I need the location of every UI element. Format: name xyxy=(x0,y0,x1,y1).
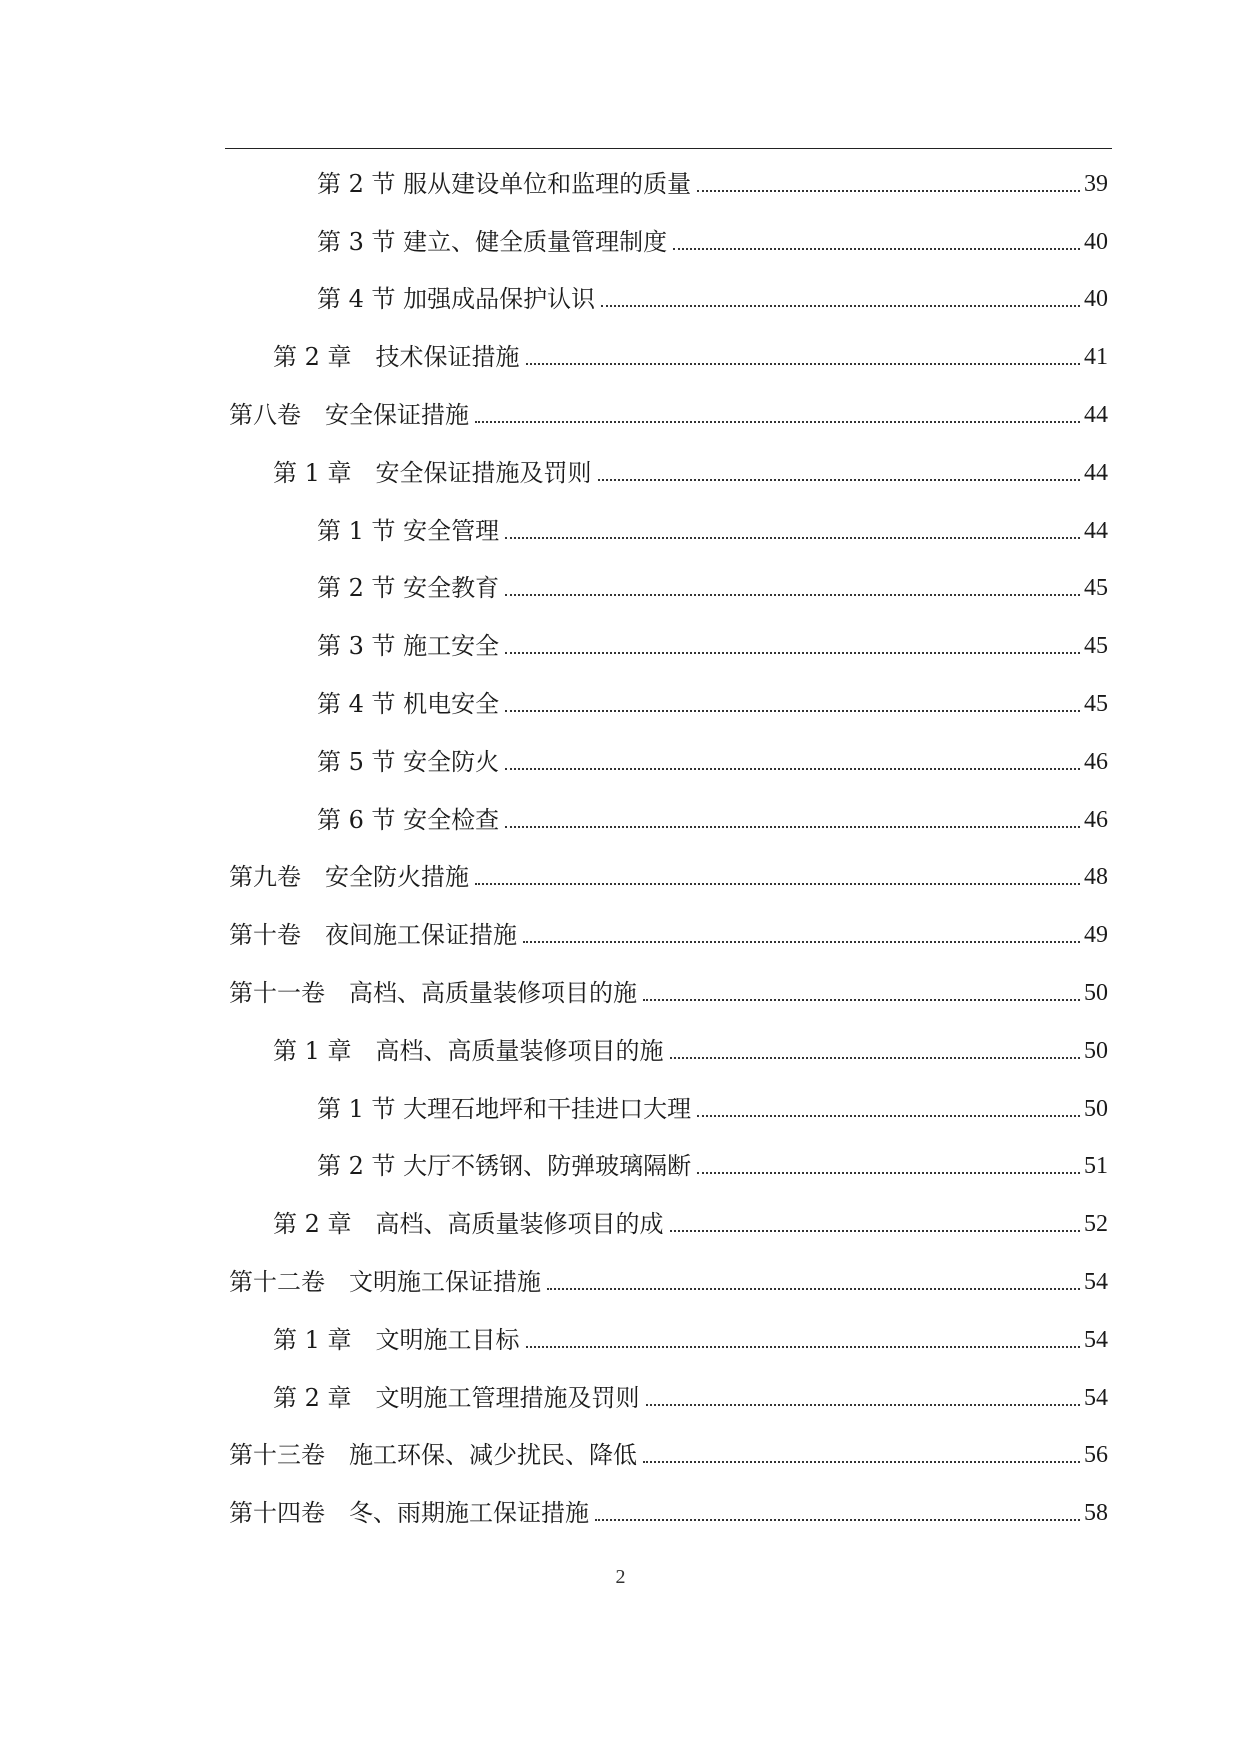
toc-entry-title: 第 2 节 大厅不锈钢、防弹玻璃隔断 xyxy=(317,1152,692,1181)
toc-entry[interactable] xyxy=(225,672,1112,730)
toc-entry[interactable] xyxy=(225,268,1112,326)
toc-entry[interactable] xyxy=(225,961,1112,1019)
toc-entry-title: 第 3 节 施工安全 xyxy=(317,632,500,661)
dot-leader xyxy=(505,826,1080,828)
toc-entry-page: 48 xyxy=(1084,864,1108,891)
toc-entry-title: 第八卷 安全保证措施 xyxy=(229,400,469,429)
toc-entry[interactable] xyxy=(225,383,1112,441)
toc-entry-title: 第 1 章 安全保证措施及罚则 xyxy=(273,458,592,487)
dot-leader xyxy=(670,1057,1080,1059)
toc-entry-title: 第九卷 安全防火措施 xyxy=(229,863,469,892)
toc-entry-page: 39 xyxy=(1084,170,1108,197)
dot-leader xyxy=(475,421,1080,423)
dot-leader xyxy=(505,652,1080,654)
toc-entry[interactable] xyxy=(225,325,1112,383)
toc-entry-page: 51 xyxy=(1084,1153,1108,1180)
dot-leader xyxy=(505,537,1080,539)
toc-entry-page: 45 xyxy=(1084,633,1108,660)
toc-entry[interactable] xyxy=(225,1250,1112,1308)
toc-entry-page: 50 xyxy=(1084,1095,1108,1122)
toc-entry[interactable] xyxy=(225,152,1112,210)
toc-entry-page: 44 xyxy=(1084,401,1108,428)
toc-entry-title: 第 2 节 安全教育 xyxy=(317,574,500,603)
toc-entry[interactable] xyxy=(225,903,1112,961)
page-number: 2 xyxy=(615,1566,626,1588)
dot-leader xyxy=(670,1230,1080,1232)
dot-leader xyxy=(526,363,1080,365)
toc-entry-title: 第 2 章 高档、高质量装修项目的成 xyxy=(273,1210,664,1239)
header-rule xyxy=(225,148,1112,149)
dot-leader xyxy=(697,1115,1080,1117)
toc-entry-page: 44 xyxy=(1084,459,1108,486)
dot-leader xyxy=(598,479,1080,481)
dot-leader xyxy=(523,941,1080,943)
dot-leader xyxy=(697,1172,1080,1174)
toc-entry-page: 45 xyxy=(1084,690,1108,717)
toc-entry-page: 50 xyxy=(1084,979,1108,1006)
toc-entry-title: 第 6 节 安全检查 xyxy=(317,805,500,834)
toc-entry[interactable] xyxy=(225,1481,1112,1539)
toc-entry-title: 第 1 节 大理石地坪和干挂进口大理 xyxy=(317,1094,692,1123)
dot-leader xyxy=(643,999,1080,1001)
dot-leader xyxy=(601,305,1080,307)
toc-entry-page: 45 xyxy=(1084,575,1108,602)
toc-entry[interactable] xyxy=(225,1077,1112,1135)
dot-leader xyxy=(673,248,1080,250)
toc-entry-page: 40 xyxy=(1084,286,1108,313)
toc-entry-page: 49 xyxy=(1084,922,1108,949)
toc-entry[interactable] xyxy=(225,441,1112,499)
toc-entry-title: 第 2 章 文明施工管理措施及罚则 xyxy=(273,1383,640,1412)
dot-leader xyxy=(697,190,1080,192)
toc-entry-page: 54 xyxy=(1084,1268,1108,1295)
toc-entry[interactable] xyxy=(225,846,1112,904)
toc-entry-title: 第 5 节 安全防火 xyxy=(317,747,500,776)
toc-entry-title: 第十四卷 冬、雨期施工保证措施 xyxy=(229,1499,589,1528)
dot-leader xyxy=(547,1288,1080,1290)
toc-entry-page: 46 xyxy=(1084,806,1108,833)
toc-entry-title: 第十二卷 文明施工保证措施 xyxy=(229,1267,541,1296)
toc-entry-page: 54 xyxy=(1084,1326,1108,1353)
dot-leader xyxy=(643,1461,1080,1463)
toc-entry-page: 50 xyxy=(1084,1037,1108,1064)
toc-entry-page: 54 xyxy=(1084,1384,1108,1411)
toc-entry-page: 40 xyxy=(1084,228,1108,255)
dot-leader xyxy=(475,883,1080,885)
dot-leader xyxy=(646,1404,1080,1406)
toc-entry[interactable] xyxy=(225,210,1112,268)
dot-leader xyxy=(526,1346,1080,1348)
toc-entry-title: 第 4 节 加强成品保护认识 xyxy=(317,285,596,314)
toc-entry-title: 第 3 节 建立、健全质量管理制度 xyxy=(317,227,668,256)
toc-entry[interactable] xyxy=(225,614,1112,672)
toc-entry[interactable] xyxy=(225,1308,1112,1366)
toc-entry-page: 41 xyxy=(1084,344,1108,371)
toc-entry-page: 58 xyxy=(1084,1500,1108,1527)
toc-entry-title: 第 4 节 机电安全 xyxy=(317,689,500,718)
toc-entry[interactable] xyxy=(225,499,1112,557)
toc-entry-title: 第十卷 夜间施工保证措施 xyxy=(229,921,517,950)
dot-leader xyxy=(505,594,1080,596)
toc-entry-title: 第 2 章 技术保证措施 xyxy=(273,343,520,372)
toc-entry[interactable] xyxy=(225,1019,1112,1077)
toc-entry-title: 第 1 章 文明施工目标 xyxy=(273,1325,520,1354)
toc-entry[interactable] xyxy=(225,788,1112,846)
toc-entry-title: 第十三卷 施工环保、减少扰民、降低 xyxy=(229,1441,637,1470)
toc-entry-page: 44 xyxy=(1084,517,1108,544)
toc-entry[interactable] xyxy=(225,1424,1112,1482)
dot-leader xyxy=(505,768,1080,770)
toc-entry[interactable] xyxy=(225,557,1112,615)
toc-entry-page: 46 xyxy=(1084,748,1108,775)
toc-entry-title: 第 1 章 高档、高质量装修项目的施 xyxy=(273,1036,664,1065)
toc-entry[interactable] xyxy=(225,1366,1112,1424)
toc-entry-title: 第 1 节 安全管理 xyxy=(317,516,500,545)
toc-entry-title: 第十一卷 高档、高质量装修项目的施 xyxy=(229,978,637,1007)
dot-leader xyxy=(595,1519,1080,1521)
toc-entry-title: 第 2 节 服从建设单位和监理的质量 xyxy=(317,169,692,198)
toc-entry[interactable] xyxy=(225,1192,1112,1250)
toc-entry-page: 52 xyxy=(1084,1211,1108,1238)
toc-entry[interactable] xyxy=(225,1135,1112,1193)
toc-entry-page: 56 xyxy=(1084,1442,1108,1469)
dot-leader xyxy=(505,710,1080,712)
toc-entry[interactable] xyxy=(225,730,1112,788)
table-of-contents xyxy=(225,152,1112,1539)
